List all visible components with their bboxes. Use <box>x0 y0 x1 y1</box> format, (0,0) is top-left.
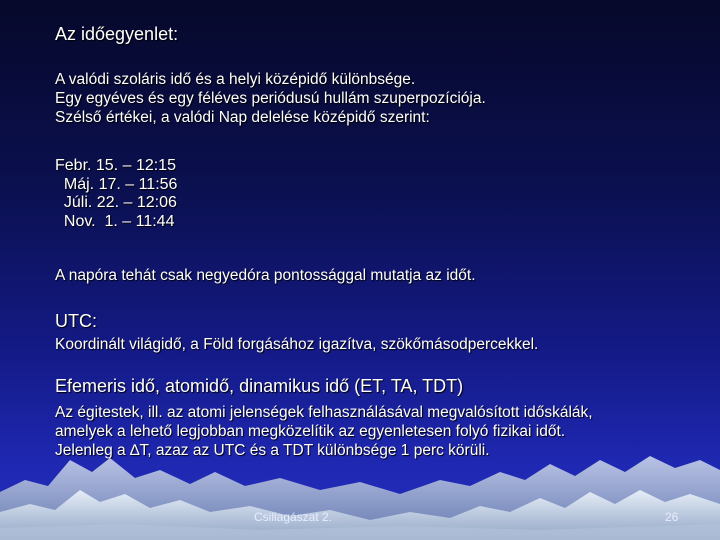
ephemeris-heading: Efemeris idő, atomidő, dinamikus idő (ET, TA, TDT) <box>55 376 464 396</box>
intro-line: Egy egyéves és egy féléves periódusú hullám szuperpozíciója. <box>55 90 486 107</box>
ephemeris-line: amelyek a lehető legjobban megközelítik az egyenletesen folyó fizikai időt. <box>55 423 566 440</box>
date-item: Nov. 1. – 11:44 <box>55 212 175 230</box>
date-item: Febr. 15. – 12:15 <box>55 157 176 174</box>
footer-course-label: Csillagászat 2. <box>254 510 333 524</box>
date-list <box>55 157 177 231</box>
sundial-note: A napóra tehát csak negyedóra pontossággal mutatja az időt. <box>55 267 476 284</box>
intro-line: A valódi szoláris idő és a helyi középidő különbsége. <box>55 71 416 88</box>
date-item: Júli. 22. – 12:06 <box>55 194 177 211</box>
slide-title: Az időegyenlet: <box>55 24 179 44</box>
utc-description: Koordinált világidő, a Föld forgásához igazítva, szökőmásodpercekkel. <box>55 336 539 353</box>
intro-line: Szélső értékei, a valódi Nap delelése középidő szerint: <box>55 109 430 126</box>
utc-heading: UTC: <box>55 311 97 331</box>
ephemeris-line: Jelenleg a ∆T, azaz az UTC és a TDT különbsége 1 perc körüli. <box>55 442 490 459</box>
footer-page-number: 26 <box>665 510 679 524</box>
date-item: Máj. 17. – 11:56 <box>55 175 178 193</box>
mountain-landscape <box>0 420 720 540</box>
intro-paragraph <box>55 70 486 127</box>
ephemeris-line: Az égitestek, ill. az atomi jelenségek felhasználásával megvalósított időskálák, <box>55 404 593 421</box>
